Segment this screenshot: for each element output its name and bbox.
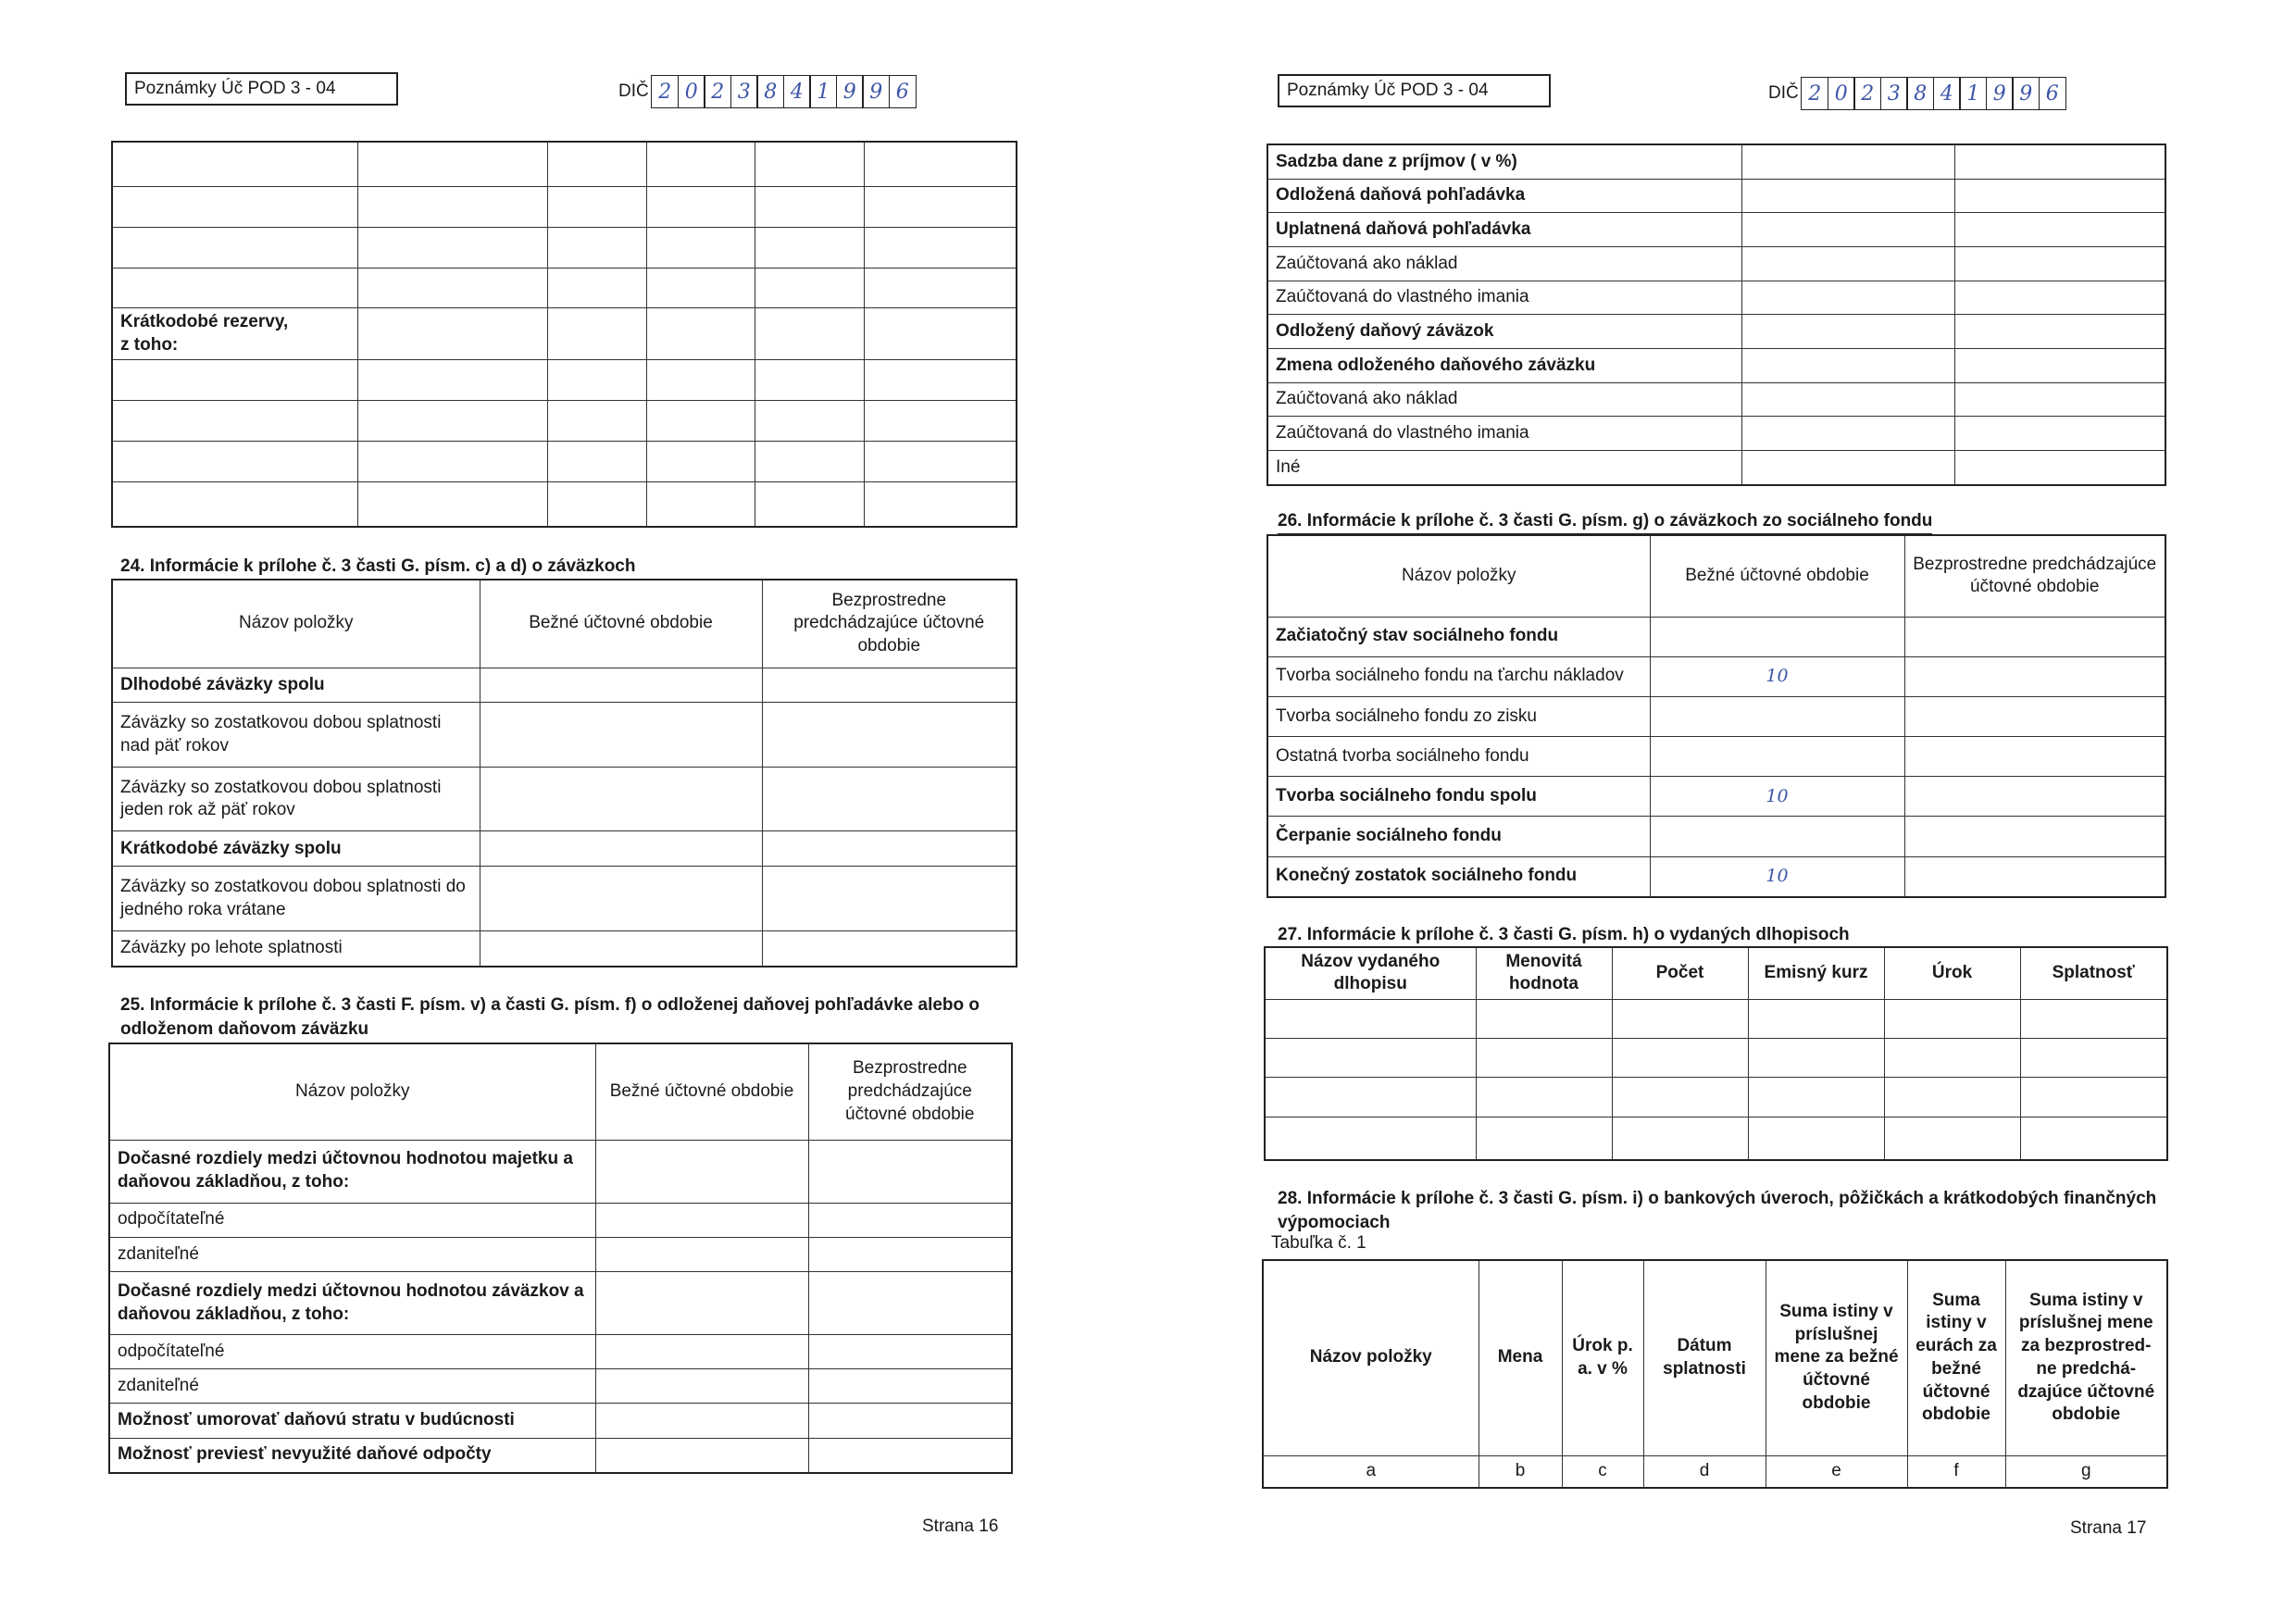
dic-digit: 2 bbox=[1801, 77, 1828, 110]
dic-field bbox=[1768, 76, 2066, 111]
table-row-label: Čerpanie sociálneho fondu bbox=[1267, 817, 1650, 856]
section-26-title: 26. Informácie k prílohe č. 3 časti G. písm. g) o záväzkoch zo sociálneho fondu bbox=[1278, 509, 1932, 534]
dic-digit: 0 bbox=[678, 75, 705, 108]
dic-field bbox=[618, 74, 917, 109]
table-row-label: Začiatočný stav sociálneho fondu bbox=[1267, 617, 1650, 656]
table-row-label: Dočasné rozdiely medzi účtovnou hodnotou majetku a daňovou základňou, z toho: bbox=[109, 1140, 595, 1203]
table-cell bbox=[112, 482, 357, 527]
column-letter: d bbox=[1643, 1455, 1766, 1488]
table-header: Suma istiny v príslušnej mene za bežné účtovné obdobie bbox=[1766, 1260, 1907, 1455]
table-row-label: Zmena odloženého daňového záväzku bbox=[1267, 349, 1741, 383]
table-row-label: Dočasné rozdiely medzi účtovnou hodnotou záväzkov a daňovou základňou, z toho: bbox=[109, 1271, 595, 1334]
dic-digit: 2 bbox=[651, 75, 679, 108]
table-row-label: Tvorba sociálneho fondu na ťarchu nákladov bbox=[1267, 656, 1650, 696]
page-number: Strana 16 bbox=[922, 1517, 999, 1536]
section-25-continuation-table bbox=[1267, 144, 2166, 486]
table-row-label: Konečný zostatok sociálneho fondu bbox=[1267, 856, 1650, 897]
handwritten-value bbox=[1650, 696, 1904, 736]
section-27-table bbox=[1264, 946, 2168, 1161]
table-row-label: Odložený daňový záväzok bbox=[1267, 315, 1741, 349]
table-header: Splatnosť bbox=[2020, 947, 2167, 999]
section-24-title: 24. Informácie k prílohe č. 3 časti G. písm. c) a d) o záväzkoch bbox=[120, 555, 635, 580]
dic-digit: 4 bbox=[1933, 77, 1961, 110]
handwritten-value: 10 bbox=[1650, 656, 1904, 696]
table-row-label: Záväzky so zostatkovou dobou splatnosti do jedného roka vrátane bbox=[112, 867, 480, 931]
table-row-label: Možnosť previesť nevyužité daňové odpočty bbox=[109, 1438, 595, 1473]
table-row-label: Ostatná tvorba sociálneho fondu bbox=[1267, 737, 1650, 777]
table-header: Dátum splatnosti bbox=[1643, 1260, 1766, 1455]
dic-digit: 1 bbox=[1959, 77, 1987, 110]
table-row-label: zdaniteľné bbox=[109, 1369, 595, 1404]
table-cell bbox=[1265, 1117, 1476, 1160]
column-letter: g bbox=[2005, 1455, 2167, 1488]
table-cell bbox=[112, 268, 357, 308]
dic-label: DIČ bbox=[1768, 83, 1799, 103]
table-row-label: zdaniteľné bbox=[109, 1237, 595, 1271]
dic-digit: 2 bbox=[1853, 77, 1881, 110]
table-row-label: Záväzky so zostatkovou dobou splatnosti nad päť rokov bbox=[112, 703, 480, 768]
table-header: Bežné účtovné obdobie bbox=[480, 580, 762, 668]
table-header: Bezprostredne predchádzajúce účtovné obdobie bbox=[808, 1043, 1012, 1140]
table-row-label: odpočítateľné bbox=[109, 1203, 595, 1237]
handwritten-value: 10 bbox=[1650, 856, 1904, 897]
table-header: Emisný kurz bbox=[1748, 947, 1884, 999]
dic-digit: 4 bbox=[783, 75, 811, 108]
section-24-table bbox=[111, 579, 1017, 968]
table-row-label: Záväzky so zostatkovou dobou splatnosti jeden rok až päť rokov bbox=[112, 767, 480, 831]
table-header: Suma istiny v príslušnej mene za bezprostred-ne predchá-dzajúce účtovné obdobie bbox=[2005, 1260, 2167, 1455]
reserves-table bbox=[111, 141, 1017, 528]
table-cell bbox=[112, 401, 357, 442]
table-cell bbox=[112, 186, 357, 227]
column-letter: e bbox=[1766, 1455, 1907, 1488]
table-row-label: Odložená daňová pohľadávka bbox=[1267, 179, 1741, 213]
column-letter: f bbox=[1907, 1455, 2005, 1488]
dic-label: DIČ bbox=[618, 81, 649, 101]
table-header: Úrok p. a. v % bbox=[1562, 1260, 1643, 1455]
table-header: Bezprostredne predchádzajúce účtovné obdobie bbox=[1904, 535, 2165, 617]
table-header: Mena bbox=[1479, 1260, 1562, 1455]
table-cell bbox=[1265, 999, 1476, 1038]
table-row-label: Zaúčtovaná do vlastného imania bbox=[1267, 281, 1741, 315]
table-label: Tabuľka č. 1 bbox=[1271, 1233, 1366, 1253]
table-row-label: Tvorba sociálneho fondu zo zisku bbox=[1267, 696, 1650, 736]
short-term-reserves-label: Krátkodobé rezervy, z toho: bbox=[112, 308, 357, 360]
dic-digit: 9 bbox=[862, 75, 890, 108]
column-letter: a bbox=[1263, 1455, 1479, 1488]
table-row-label: Iné bbox=[1267, 451, 1741, 485]
table-header: Názov položky bbox=[1263, 1260, 1479, 1455]
table-cell bbox=[112, 442, 357, 482]
table-header: Počet bbox=[1612, 947, 1748, 999]
dic-digit: 6 bbox=[889, 75, 917, 108]
form-code: Poznámky Úč POD 3 - 04 bbox=[125, 72, 398, 106]
dic-digit: 8 bbox=[756, 75, 784, 108]
table-row-label: Možnosť umorovať daňovú stratu v budúcnosti bbox=[109, 1404, 595, 1438]
page-17 bbox=[1148, 0, 2296, 1623]
table-row-label: Zaúčtovaná ako náklad bbox=[1267, 247, 1741, 281]
table-header: Názov položky bbox=[112, 580, 480, 668]
section-27-title: 27. Informácie k prílohe č. 3 časti G. písm. h) o vydaných dlhopisoch bbox=[1278, 923, 1850, 948]
table-row-label: Tvorba sociálneho fondu spolu bbox=[1267, 777, 1650, 817]
dic-digit: 6 bbox=[2039, 77, 2066, 110]
dic-digit: 3 bbox=[1880, 77, 1908, 110]
dic-digit: 8 bbox=[1906, 77, 1934, 110]
table-header: Bezprostredne predchádzajúce účtovné obdobie bbox=[762, 580, 1017, 668]
table-header: Názov vydaného dlhopisu bbox=[1265, 947, 1476, 999]
dic-digit: 1 bbox=[809, 75, 837, 108]
table-row-label: Uplatnená daňová pohľadávka bbox=[1267, 213, 1741, 247]
section-28-table bbox=[1262, 1259, 2168, 1489]
column-letter: c bbox=[1562, 1455, 1643, 1488]
section-25-title: 25. Informácie k prílohe č. 3 časti F. písm. v) a časti G. písm. f) o odloženej daňovej pohľadávke alebo o odloženom daňovom záväzku bbox=[120, 995, 980, 1039]
handwritten-value bbox=[1650, 817, 1904, 856]
table-header: Bežné účtovné obdobie bbox=[1650, 535, 1904, 617]
table-row-label: Zaúčtovaná ako náklad bbox=[1267, 382, 1741, 417]
section-26-table bbox=[1267, 534, 2166, 898]
dic-digit: 9 bbox=[2012, 77, 2040, 110]
table-header: Suma istiny v eurách za bežné účtovné obdobie bbox=[1907, 1260, 2005, 1455]
table-row-label: Zaúčtovaná do vlastného imania bbox=[1267, 417, 1741, 451]
table-cell bbox=[1265, 1078, 1476, 1117]
table-header: Menovitá hodnota bbox=[1476, 947, 1612, 999]
handwritten-value bbox=[1650, 617, 1904, 656]
handwritten-value: 10 bbox=[1650, 777, 1904, 817]
table-cell bbox=[112, 360, 357, 401]
dic-digit: 9 bbox=[1986, 77, 2014, 110]
handwritten-value bbox=[1650, 737, 1904, 777]
section-25-table bbox=[108, 1042, 1013, 1474]
table-row-label: Dlhodobé záväzky spolu bbox=[112, 668, 480, 703]
table-row-label: Záväzky po lehote splatnosti bbox=[112, 930, 480, 967]
table-cell bbox=[112, 227, 357, 268]
table-row-label: Sadzba dane z príjmov ( v %) bbox=[1267, 144, 1741, 179]
table-header: Úrok bbox=[1884, 947, 2020, 999]
dic-digit: 9 bbox=[836, 75, 864, 108]
dic-digit: 2 bbox=[704, 75, 731, 108]
table-cell bbox=[112, 142, 357, 186]
table-cell bbox=[1265, 1038, 1476, 1077]
dic-digit: 0 bbox=[1828, 77, 1855, 110]
form-code: Poznámky Úč POD 3 - 04 bbox=[1278, 74, 1551, 107]
table-row-label: Krátkodobé záväzky spolu bbox=[112, 831, 480, 867]
section-28-title: 28. Informácie k prílohe č. 3 časti G. písm. i) o bankových úveroch, pôžičkách a krátkodobých finančných výpomociach bbox=[1278, 1189, 2157, 1232]
page-number: Strana 17 bbox=[2070, 1518, 2147, 1538]
table-header: Názov položky bbox=[109, 1043, 595, 1140]
table-header: Názov položky bbox=[1267, 535, 1650, 617]
table-header: Bežné účtovné obdobie bbox=[595, 1043, 808, 1140]
column-letter: b bbox=[1479, 1455, 1562, 1488]
dic-digit: 3 bbox=[730, 75, 758, 108]
table-row-label: odpočítateľné bbox=[109, 1335, 595, 1369]
